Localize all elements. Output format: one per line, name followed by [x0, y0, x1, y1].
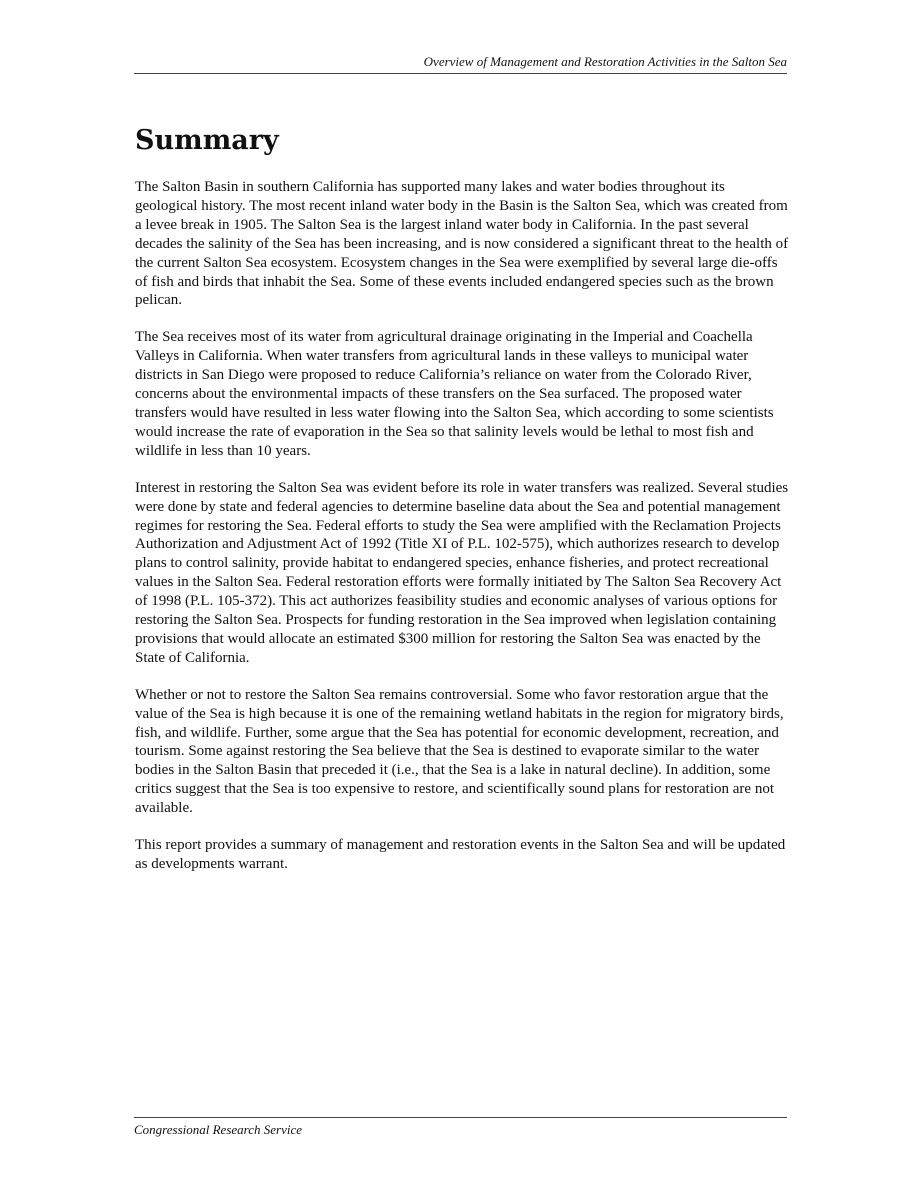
paragraph-2: The Sea receives most of its water from agricultural drainage originating in the Imperial and Coachella Valleys in California. When water transfers from agricultural lands in these valleys to municipal water districts in San Diego were proposed to reduce California’s reliance on water from the Colorado River, concerns about the environmental impacts of these transfers on the Sea surfaced. The proposed water transfers would have resulted in less water flowing into the Salton Sea, which according to some scientists would increase the rate of evaporation in the Sea so that salinity levels would be lethal to most fish and wildlife in less than 10 years.	[135, 329, 774, 459]
paragraph-5: This report provides a summary of management and restoration events in the Salton Sea and will be updated as developments warrant.	[135, 837, 786, 872]
running-header: Overview of Management and Restoration Activities in the Salton Sea	[134, 54, 787, 74]
paragraph-4: Whether or not to restore the Salton Sea remains controversial. Some who favor restoration argue that the value of the Sea is high because it is one of the remaining wetland habitats in the region for migratory birds, fish, and wildlife. Further, some argue that the Sea has potential for economic development, recreation, and tourism. Some against restoring the Sea believe that the Sea is destined to evaporate similar to the water bodies in the Salton Basin that preceded it (i.e., that the Sea is a lake in natural decline). In addition, some critics suggest that the Sea is too expensive to restore, and scientifically sound plans for restoration are not available.	[135, 686, 784, 817]
paragraph-3: Interest in restoring the Salton Sea was evident before its role in water transfers was realized. Several studies were done by state and federal agencies to determine baseline data about the Sea and potential management regimes for restoring the Sea. Federal efforts to study the Sea were amplified with the Reclamation Projects Authorization and Adjustment Act of 1992 (Title XI of P.L. 102-575), which authorizes research to develop plans to control salinity, provide habitat to endangered species, enhance fisheries, and protect recreational values in the Salton Sea. Federal restoration efforts were formally initiated by The Salton Sea Recovery Act of 1998 (P.L. 105-372). This act authorizes feasibility studies and economic analyses of various options for restoring the Salton Sea. Prospects for funding restoration in the Sea improved when legislation containing provisions that would allocate an estimated $300 million for restoring the Salton Sea was enacted by the State of California.	[135, 479, 789, 666]
summary-body	[135, 178, 790, 892]
paragraph-1: The Salton Basin in southern California has supported many lakes and water bodies throughout its geological history. The most recent inland water body in the Basin is the Salton Sea, which was created from a levee break in 1905. The Salton Sea is the largest inland water body in California. In the past several decades the salinity of the Sea has been increasing, and is now considered a significant threat to the health of the current Salton Sea ecosystem. Ecosystem changes in the Sea were exemplified by several large die-offs of fish and birds that inhabit the Sea. Some of these events included endangered species such as the brown pelican.	[135, 179, 789, 309]
page-title: Summary	[135, 125, 279, 156]
running-footer: Congressional Research Service	[134, 1117, 787, 1138]
